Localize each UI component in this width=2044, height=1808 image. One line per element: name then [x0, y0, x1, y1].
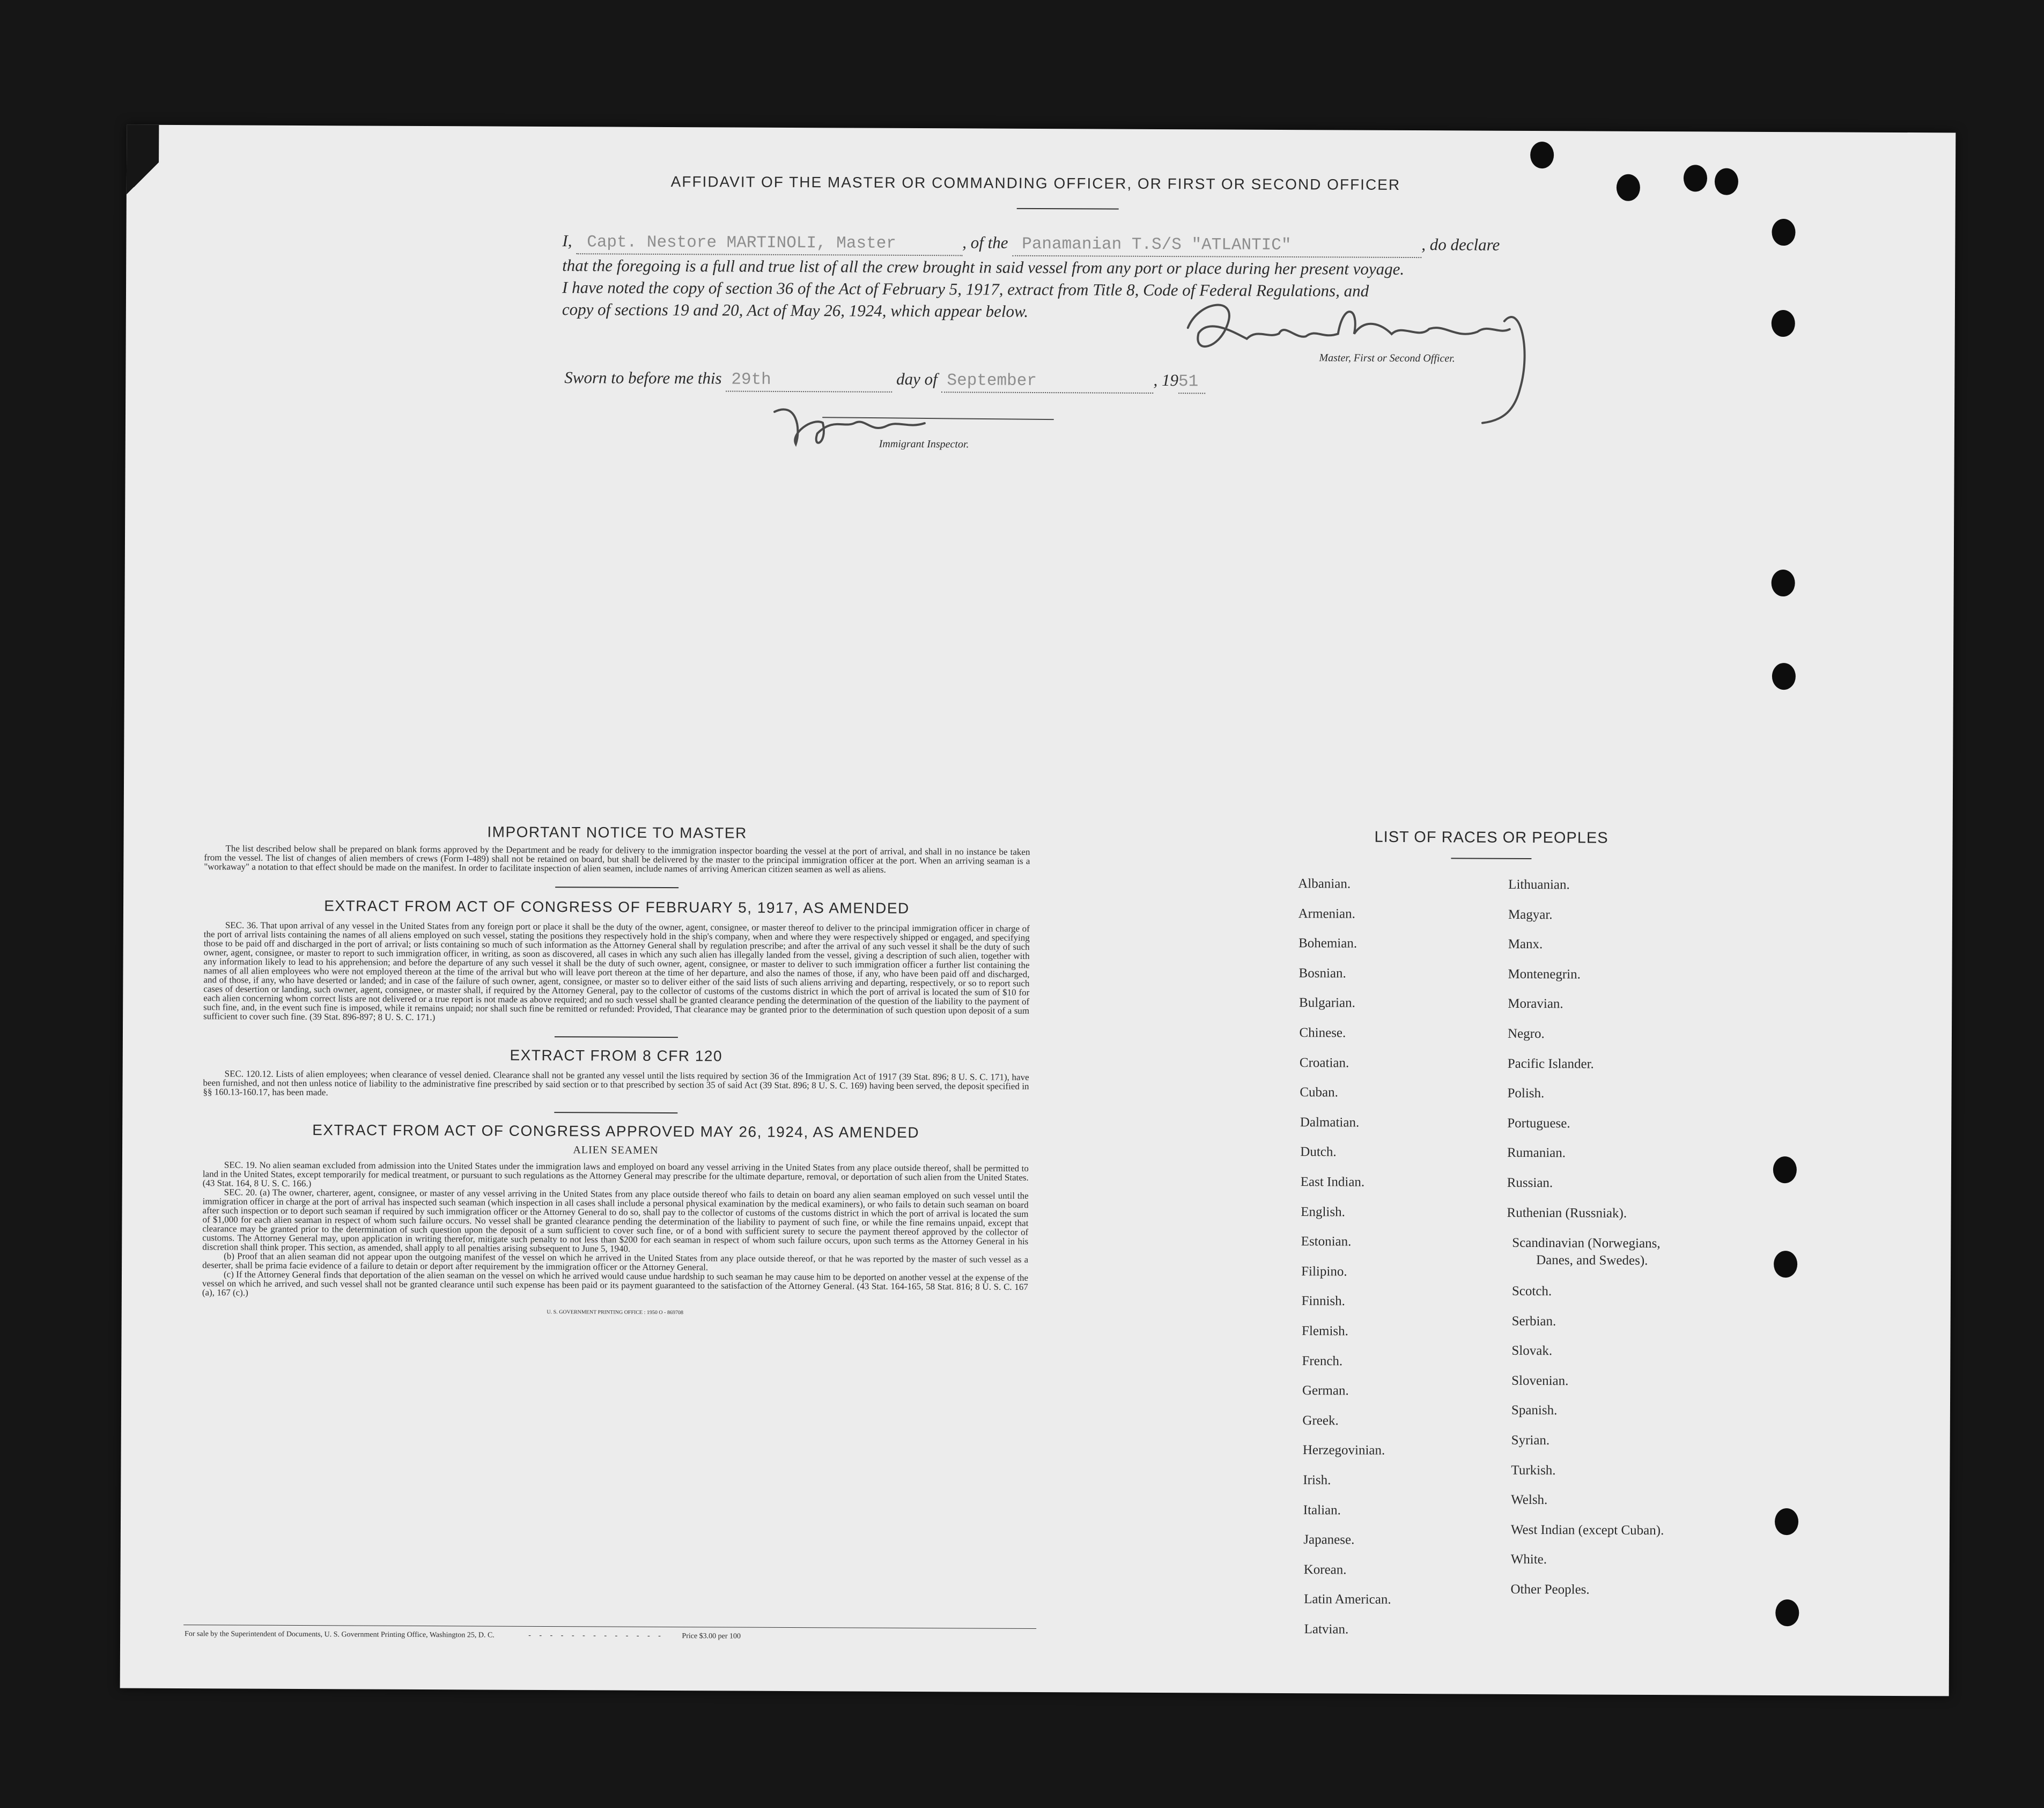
punch-hole [1774, 1251, 1797, 1278]
race-item: Flemish. [1302, 1324, 1348, 1339]
race-item: Syrian. [1511, 1433, 1550, 1448]
race-item: Italian. [1303, 1502, 1341, 1518]
race-item: Magyar. [1508, 907, 1553, 922]
master-signature [1177, 290, 1585, 453]
race-item: Lithuanian. [1508, 877, 1570, 892]
extract-cfr-text: SEC. 120.12. Lists of alien employees; when clearance of vessel denied. Clearance shall not be granted any vessel until the lists required by section 36 of the Immigration Act of 1917 (39 Stat. 896; 8 U. S. C. 171), have been furnished, and not then unless notice of liability to the administrative fine prescribed by said section or to that prescribed by section 35 of said Act (39 Stat. 896; 8 U. S. C. 169) having been served, the deposit specified in §§ 160.13-160.17, has been made. [203, 1068, 1029, 1098]
race-item: Albanian. [1298, 876, 1351, 891]
race-item: Serbian. [1511, 1313, 1556, 1329]
footer-sale-text: For sale by the Superintendent of Documents, U. S. Government Printing Office, Washington 25, D. C. [185, 1630, 495, 1640]
punch-hole [1772, 219, 1795, 246]
extract-1917-title: EXTRACT FROM ACT OF CONGRESS OF FEBRUARY 5, 1917, AS AMENDED [324, 897, 910, 917]
race-item: Greek. [1302, 1413, 1339, 1428]
affidavit-line-1: I, Capt. Nestore MARTINOLI, Master , of the Panamanian T.S/S "ATLANTIC" , do declare [562, 230, 1565, 259]
affidavit-line-3: I have noted the copy of section 36 of the Act of February 5, 1917, extract from Title 8, Code of Federal Regulations, and [562, 278, 1369, 300]
sworn-line: Sworn to before me this 29th day of September , 1951 [564, 366, 1205, 394]
race-item: Scandinavian (Norwegians, [1512, 1235, 1661, 1251]
extract-cfr-title: EXTRACT FROM 8 CFR 120 [510, 1046, 723, 1065]
punch-hole [1773, 1156, 1797, 1183]
race-item: Pacific Islander. [1507, 1056, 1594, 1072]
sec-19-text: SEC. 19. No alien seaman excluded from admission into the United States under the immigration laws and employed on board any vessel arriving in the United States from any place outside thereof, shall be permitted to land in the United States, except temporarily for medical treatment, or pursuant to such regulations as the Attorney General may prescribe for the ultimate departure, removal, or deportation of such alien from the United States. (43 Stat. 164, 8 U. S. C. 166.) [202, 1160, 1029, 1189]
punch-hole [1684, 165, 1707, 191]
sec-20b-text: (b) Proof that an alien seaman did not appear upon the outgoing manifest of the vessel on which he arrived in the United States from any place outside thereof, or that he was reported by the master of such vessel as a deserter, shall be prima facie evidence of a failure to detain or deport after requirement by the immigration officer or the Attorney General. [202, 1251, 1029, 1273]
master-name-field: Capt. Nestore MARTINOLI, Master [576, 231, 962, 256]
punch-hole [1775, 1599, 1799, 1626]
race-item: Latin American. [1304, 1592, 1391, 1607]
punch-hole [1617, 174, 1640, 201]
race-item: Dutch. [1300, 1145, 1337, 1160]
divider [555, 1036, 678, 1038]
punch-hole [1772, 663, 1796, 690]
race-item: Scotch. [1511, 1283, 1552, 1299]
footer-price: Price $3.00 per 100 [682, 1632, 741, 1641]
document-sheet [120, 125, 1956, 1696]
race-item: German. [1302, 1383, 1349, 1398]
extract-1917-text: SEC. 36. That upon arrival of any vessel in the United States from any foreign port or place it shall be the duty of the owner, agent, consignee, or master thereof to deliver to the principal immigration officer in charge of the port of arrival lists containing the names of all aliens employed on such vessel, stating the positions they respectively hold in the ship's company, when and where they were respectively shipped or engaged, and specifying those to be paid off and discharged in the port of arrival; or lists containing so much of such information as the Attorney General shall by regulation prescribe; and after the arrival of any such vessel it shall be the duty of such owner, agent, consignee, or master to report to such immigration officer, in writing, as soon as discovered, all cases in which any such alien has illegally landed from the vessel, giving a description of such alien, together with any information likely to lead to his apprehension; and before the departure of any such vessel it shall be the duty of such owner, agent, consignee, or master to deliver to such immigration officer a further list containing the names of all alien employees who were not employed thereon at the time of the arrival but who will leave port thereon at the time of her departure, and also the names of those, if any, who have been paid off and discharged, and of those, if any, who have deserted or landed; and in case of the failure of such owner, agent, consignee, or master so to deliver either of the said lists of such aliens arriving and departing, respectively, or so to report such cases of desertion or landing, such owner, agent, consignee, or master shall, if required by the Attorney General, pay to the collector of customs of the customs district in which the port of arrival is located the sum of $10 for each alien concerning whom correct lists are not delivered or a true report is not made as above required; and no such vessel shall be granted clearance pending the determination of the question of the liability to the payment of such fine, and, in the event such fine is imposed, while it remains unpaid; nor shall such fine be remitted or refunded: Provided, That clearance may be granted prior to the determination of such question upon deposit of a sum sufficient to cover such fine. (39 Stat. 896-897; 8 U. S. C. 171.) [203, 920, 1030, 1023]
sec-20a-text: SEC. 20. (a) The owner, charterer, agent, consignee, or master of any vessel arriving in the United States from any place outside thereof who fails to detain on board any alien seaman employed on such vessel until the immigration officer in charge at the port of arrival has inspected such seaman (which inspection in all cases shall include a personal physical examination by the medical examiners), or who fails to detain such seaman on board after such inspection or to deport such seaman if required by such immigration officer or the Attorney General to do so, shall pay to the collector of customs of the customs district in which the port of arrival is located the sum of $1,000 for each alien seaman in respect of whom such failure occurs. No vessel shall be granted clearance pending the determination of the liability to payment of such fine, or while the fine remains unpaid, except that clearance may be granted prior to the determination of such question upon the deposit of a sum sufficient to cover such fine, or of a bond with sufficient surety to secure the payment thereof approved by the collector of customs. The Attorney General may, upon application in writing therefor, mitigate such penalty to not less than $200 for each seaman in respect of whom such failure occurs, upon such terms as the Attorney General in his discretion shall think proper. This section, as amended, shall apply to all penalties arising subsequent to June 5, 1940. [202, 1187, 1029, 1254]
race-item: Negro. [1507, 1026, 1545, 1042]
legal-column [202, 822, 1030, 1317]
race-item: Welsh. [1511, 1493, 1548, 1508]
printing-office-line: U. S. GOVERNMENT PRINTING OFFICE : 1950 O - 869708 [547, 1309, 684, 1316]
race-item: Turkish. [1511, 1463, 1556, 1478]
race-item: English. [1301, 1204, 1345, 1220]
punch-hole [1772, 570, 1795, 596]
footer-rule [183, 1625, 1036, 1629]
race-item: Chinese. [1299, 1025, 1346, 1040]
race-item: Croatian. [1299, 1055, 1349, 1071]
race-item: Irish. [1303, 1473, 1331, 1488]
punch-hole [1530, 142, 1554, 168]
sworn-month-field: September [941, 370, 1153, 394]
extract-1924-title: EXTRACT FROM ACT OF CONGRESS APPROVED MAY 26, 1924, AS AMENDED [312, 1121, 920, 1141]
race-item: Russian. [1507, 1175, 1553, 1191]
race-item: Moravian. [1508, 997, 1563, 1012]
race-item: Dalmatian. [1300, 1115, 1360, 1130]
race-item: Rumanian. [1507, 1146, 1566, 1161]
footer-dashes: - - - - - - - - - - - - - [528, 1631, 664, 1640]
race-item: Slovak. [1511, 1344, 1553, 1359]
punch-hole [1772, 310, 1795, 337]
race-item: East Indian. [1300, 1175, 1365, 1190]
race-item: Ruthenian (Russniak). [1507, 1205, 1627, 1221]
race-item: French. [1302, 1353, 1343, 1369]
notice-text: The list described below shall be prepared on blank forms approved by the Department and be ready for delivery to the immigration inspector boarding the vessel at the port of arrival, and shall in no instance be taken from the vessel. The list of changes of alien members of crews (Form I-489) shall not be retained on board, but shall be delivered by the master to the principal immigration officer at the port. When an arriving seaman is a "workaway" a notation to that effect should be made on the manifest. In order to facilitate inspection of alien seamen, include names of arriving American citizen seamen as well as aliens. [204, 843, 1030, 875]
race-item: Latvian. [1304, 1622, 1349, 1637]
race-item: Cuban. [1300, 1085, 1339, 1100]
divider [554, 1112, 677, 1113]
race-item: West Indian (except Cuban). [1510, 1522, 1664, 1538]
race-item: Danes, and Swedes). [1536, 1253, 1648, 1268]
punch-hole [1775, 1508, 1798, 1535]
race-item: Filipino. [1301, 1264, 1347, 1279]
notice-title: IMPORTANT NOTICE TO MASTER [487, 823, 747, 842]
master-caption: Master, First or Second Officer. [1319, 352, 1455, 365]
race-item: Montenegrin. [1508, 966, 1581, 982]
divider [555, 887, 678, 888]
race-item: Bulgarian. [1298, 995, 1355, 1010]
footer-line [185, 1630, 1037, 1642]
race-item: Spanish. [1511, 1403, 1558, 1418]
race-item: Armenian. [1298, 906, 1355, 921]
punch-hole [1715, 168, 1738, 195]
race-item: White. [1510, 1552, 1547, 1567]
race-item: Slovenian. [1511, 1373, 1569, 1389]
race-item: Finnish. [1301, 1294, 1345, 1309]
race-item: Korean. [1303, 1562, 1347, 1577]
race-item: Herzegovinian. [1302, 1443, 1385, 1458]
races-title: LIST OF RACES OR PEOPLES [1374, 828, 1608, 847]
affidavit-title: AFFIDAVIT OF THE MASTER OR COMMANDING OFFICER, OR FIRST OR SECOND OFFICER [670, 173, 1401, 193]
race-item: Bosnian. [1298, 965, 1346, 981]
race-item: Other Peoples. [1510, 1582, 1590, 1597]
race-item: Portuguese. [1507, 1116, 1570, 1131]
divider [1017, 208, 1119, 210]
race-item: Estonian. [1301, 1234, 1352, 1249]
inspector-caption: Immigrant Inspector. [879, 438, 969, 451]
sec-20c-text: (c) If the Attorney General finds that deportation of the alien seaman on the vessel on which he arrived would cause undue hardship to such seaman he may cause him to be deported on another vessel at the expense of the vessel on which he arrived, and such vessel shall not be granted clearance until such expense has been paid or its payment guaranteed to the satisfaction of the Attorney General. (43 Stat. 164-165, 58 Stat. 816; 8 U. S. C. 167 (a), 167 (c).) [202, 1269, 1029, 1298]
race-item: Bohemian. [1298, 936, 1357, 951]
race-item: Manx. [1508, 937, 1543, 952]
race-item: Japanese. [1303, 1532, 1355, 1547]
divider [1451, 858, 1531, 859]
race-item: Polish. [1507, 1086, 1545, 1101]
affidavit-line-4: copy of sections 19 and 20, Act of May 26, 1924, which appear below. [562, 300, 1029, 321]
vessel-name-field: Panamanian T.S/S "ATLANTIC" [1012, 233, 1421, 258]
sworn-day-field: 29th [726, 368, 892, 392]
affidavit-line-2: that the foregoing is a full and true list of all the crew brought in said vessel from any port or place during her present voyage. [562, 256, 1405, 278]
extract-1924-subtitle: ALIEN SEAMEN [573, 1144, 659, 1156]
sworn-year-field: 51 [1178, 371, 1205, 394]
